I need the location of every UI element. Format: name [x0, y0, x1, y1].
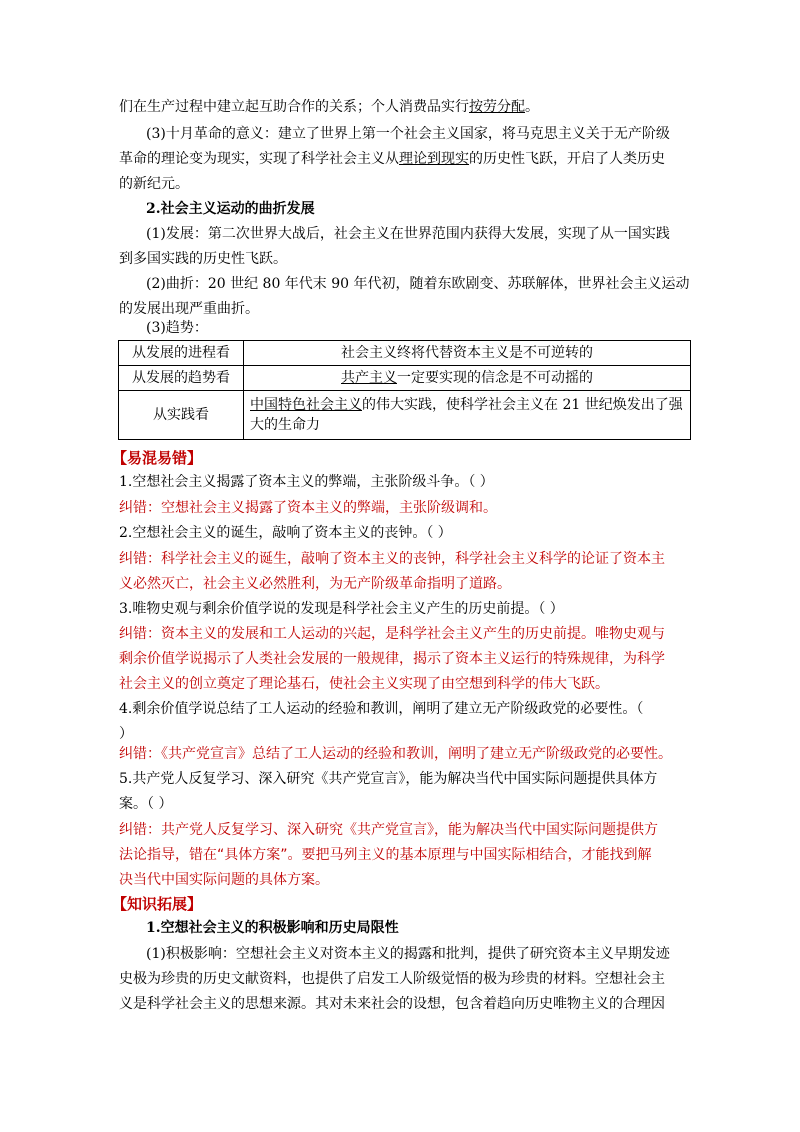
paragraph-line	[146, 124, 670, 144]
underlined-term: 共产主义	[341, 370, 397, 386]
underlined-term: 理论到现实	[399, 151, 469, 167]
table-cell: 从发展的趋势看	[119, 366, 244, 391]
table-cell: 从实践看	[119, 391, 244, 440]
table-cell: 从发展的进程看	[119, 341, 244, 366]
text-span: 革命的理论变为现实，实现了科学社会主义从	[119, 151, 399, 167]
text-span: 。	[525, 99, 539, 115]
correction-line: 纠错：资本主义的发展和工人运动的兴起，是科学社会主义产生的历史前提。唯物史观与	[119, 626, 665, 642]
correction-line: 法论指导，错在“具体方案”。要把马列主义的基本原理与中国实际相结合，才能找到解	[119, 847, 652, 863]
question-line: ）	[119, 726, 133, 742]
paragraph-line	[119, 174, 189, 194]
table-row	[119, 366, 691, 391]
section-title: 2.社会主义运动的曲折发展	[146, 201, 315, 217]
table-row	[119, 391, 691, 440]
paragraph-line: (1)发展：第二次世界大战后，社会主义在世界范围内获得大发展，实现了从一国实践	[146, 226, 670, 242]
paragraph-line	[119, 97, 539, 117]
paragraph-line: 到多国实践的历史性飞跃。	[119, 251, 287, 267]
correction-line: 纠错：《共产党宣言》总结了工人运动的经验和教训，阐明了建立无产阶级政党的必要性。	[119, 746, 672, 762]
underlined-term: 按劳分配	[469, 99, 525, 115]
paragraph-line: (1)积极影响：空想社会主义对资本主义的揭露和批判，提供了研究资本主义早期发迹	[146, 946, 670, 962]
paragraph-line	[119, 149, 665, 169]
question-line: 2.空想社会主义的诞生，敲响了资本主义的丧钟。（ ）	[119, 525, 452, 541]
paragraph-line: (3)趋势：	[146, 320, 208, 336]
text-span: 一定要实现的信念是不可动摇的	[397, 370, 593, 386]
correction-line: 义必然灭亡，社会主义必然胜利，为无产阶级革命指明了道路。	[119, 576, 511, 592]
paragraph-line: 的发展出现严重曲折。	[119, 301, 259, 317]
correction-line: 决当代中国实际问题的具体方案。	[119, 872, 329, 888]
question-line: 5.共产党人反复学习、深入研究《共产党宣言》，能为解决当代中国实际问题提供具体方	[119, 771, 658, 787]
correction-line: 剩余价值学说揭示了人类社会发展的一般规律，揭示了资本主义运行的特殊规律，为科学	[119, 651, 665, 667]
table-cell	[244, 391, 691, 440]
correction-line: 纠错：空想社会主义揭露了资本主义的弊端，主张阶级调和。	[119, 500, 497, 516]
trend-table	[118, 340, 691, 440]
question-line: 4.剩余价值学说总结了工人运动的经验和教训，阐明了建立无产阶级政党的必要性。（	[119, 701, 644, 717]
section-title: 1.空想社会主义的积极影响和历史局限性	[146, 920, 399, 936]
section-header: 【知识拓展】	[112, 895, 203, 913]
text-span: 的历史性飞跃，开启了人类历史	[469, 151, 665, 167]
correction-line: 纠错：共产党人反复学习、深入研究《共产党宣言》，能为解决当代中国实际问题提供方	[119, 822, 658, 838]
question-line: 3.唯物史观与剩余价值学说的发现是科学社会主义产生的历史前提。（ ）	[119, 601, 564, 617]
text-span: (3)十月革命的意义：建立了世界上第一个社会主义国家，将马克思主义关于无产阶级	[146, 126, 670, 142]
text-span: 大的生命力	[250, 417, 320, 433]
question-line: 案。（ ）	[119, 796, 173, 812]
text-span: 的伟大实践，使科学社会主义在 21 世纪焕发出了强	[362, 397, 683, 413]
underlined-term: 中国特色社会主义	[250, 397, 362, 413]
question-line: 1.空想社会主义揭露了资本主义的弊端，主张阶级斗争。（ ）	[119, 474, 494, 490]
paragraph-line: 史极为珍贵的历史文献资料，也提供了启发工人阶级觉悟的极为珍贵的材料。空想社会主	[119, 971, 665, 987]
paragraph-line: 义是科学社会主义的思想来源。其对未来社会的设想，包含着趋向历史唯物主义的合理因	[119, 996, 665, 1012]
correction-line: 社会主义的创立奠定了理论基石，使社会主义实现了由空想到科学的伟大飞跃。	[119, 676, 609, 692]
paragraph-line: (2)曲折：20 世纪 80 年代末 90 年代初，随着东欧剧变、苏联解体，世界社会主义运动	[146, 276, 690, 292]
table-row	[119, 341, 691, 366]
text-span: 的新纪元。	[119, 176, 189, 192]
correction-line: 纠错：科学社会主义的诞生，敲响了资本主义的丧钟，科学社会主义科学的论证了资本主	[119, 551, 665, 567]
table-cell	[244, 366, 691, 391]
table-cell: 社会主义终将代替资本主义是不可逆转的	[244, 341, 691, 366]
text-span: 们在生产过程中建立起互助合作的关系；个人消费品实行	[119, 99, 469, 115]
section-header: 【易混易错】	[112, 449, 203, 467]
